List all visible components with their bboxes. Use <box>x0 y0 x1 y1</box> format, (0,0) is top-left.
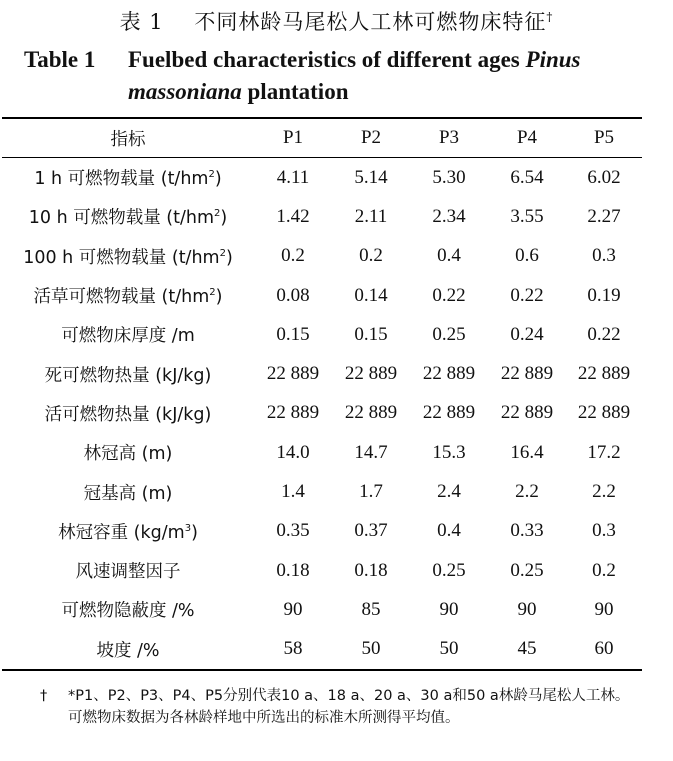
value-cell: 22 889 <box>422 402 476 424</box>
value-cell: 0.3 <box>592 520 616 542</box>
value-cell: 0.25 <box>432 559 466 581</box>
table-body <box>2 158 642 670</box>
value-cell: 22 889 <box>344 402 398 424</box>
value-cell: 0.2 <box>359 245 383 267</box>
caption-label-cn: 表 1 <box>119 10 164 34</box>
row-label <box>2 590 254 629</box>
table-row <box>2 315 642 354</box>
value-cell: 85 <box>361 598 381 620</box>
value-cell: 0.35 <box>276 520 310 542</box>
value-cell: 0.25 <box>432 323 466 345</box>
fuelbed-table <box>2 117 642 671</box>
value-cell: 6.02 <box>587 166 621 188</box>
value-cell: 60 <box>594 638 614 660</box>
value-cell: 15.3 <box>432 441 466 463</box>
value-cell: 6.54 <box>510 166 544 188</box>
row-label-text: 可燃物隐蔽度 /% <box>61 601 195 622</box>
table-footnote <box>40 685 640 729</box>
unit-exponent: 3 <box>184 522 192 534</box>
header-cell: P2 <box>360 127 382 148</box>
value-cell: 2.2 <box>592 481 616 503</box>
table-header-row <box>2 118 642 158</box>
value-cell: 50 <box>439 638 459 660</box>
caption-species-epithet: massoniana <box>128 79 242 104</box>
unit-close: ) <box>225 247 233 268</box>
table-row <box>2 472 642 511</box>
value-cell: 16.4 <box>510 441 544 463</box>
value-cell: 90 <box>283 598 303 620</box>
header-cell: P5 <box>593 127 615 148</box>
value-cell: 2.11 <box>354 205 388 227</box>
row-label <box>2 472 254 511</box>
unit-close: ) <box>215 287 223 308</box>
unit-exponent: 2 <box>214 208 221 220</box>
header-cell: P1 <box>282 127 304 148</box>
value-cell: 4.11 <box>276 166 310 188</box>
row-label <box>2 394 254 433</box>
header-cell: P4 <box>516 127 538 148</box>
table-row <box>2 433 642 472</box>
table-row <box>2 237 642 276</box>
unit-exponent: 2 <box>208 169 215 181</box>
unit-exponent: 2 <box>209 287 216 299</box>
row-label <box>2 551 254 590</box>
value-cell: 58 <box>283 638 303 660</box>
value-cell: 0.4 <box>437 520 461 542</box>
row-label-text: 1 h 可燃物载量 (t/hm <box>34 169 209 190</box>
value-cell: 90 <box>439 598 459 620</box>
table-caption-cn <box>0 6 673 36</box>
caption-text-cn: 不同林龄马尾松人工林可燃物床特征 <box>194 10 547 34</box>
table-caption-en <box>24 44 644 108</box>
value-cell: 14.0 <box>276 441 310 463</box>
header-cell: 指标 <box>110 129 146 150</box>
value-cell: 0.15 <box>276 323 310 345</box>
table-row <box>2 197 642 236</box>
caption-text-en-end: plantation <box>241 79 349 104</box>
row-label-text: 冠基高 (m) <box>83 483 173 504</box>
table-row <box>2 394 642 433</box>
value-cell: 2.4 <box>437 481 461 503</box>
value-cell: 0.33 <box>510 520 544 542</box>
value-cell: 14.7 <box>354 441 388 463</box>
footnote-dagger: † <box>40 688 48 704</box>
value-cell: 0.2 <box>281 245 305 267</box>
value-cell: 0.6 <box>515 245 539 267</box>
value-cell: 0.2 <box>592 559 616 581</box>
value-cell: 2.2 <box>515 481 539 503</box>
row-label-text: 可燃物床厚度 /m <box>61 326 195 347</box>
unit-close: ) <box>191 522 198 543</box>
row-label-text: 100 h 可燃物载量 (t/hm <box>23 247 220 268</box>
row-label <box>2 512 254 551</box>
value-cell: 0.24 <box>510 323 544 345</box>
row-label-text: 林冠高 (m) <box>83 444 173 465</box>
value-cell: 5.30 <box>432 166 466 188</box>
unit-close: ) <box>214 169 222 190</box>
value-cell: 1.4 <box>281 481 305 503</box>
row-label <box>2 158 254 198</box>
value-cell: 45 <box>517 638 537 660</box>
table-row <box>2 590 642 629</box>
value-cell: 1.42 <box>276 205 310 227</box>
row-label-text: 活可燃物热量 (kJ/kg) <box>44 404 212 425</box>
value-cell: 22 889 <box>266 402 320 424</box>
row-label-text: 死可燃物热量 (kJ/kg) <box>44 365 212 386</box>
row-label-text: 风速调整因子 <box>75 562 181 583</box>
value-cell: 0.22 <box>432 284 466 306</box>
value-cell: 0.3 <box>592 245 616 267</box>
value-cell: 22 889 <box>577 402 631 424</box>
value-cell: 22 889 <box>577 363 631 385</box>
value-cell: 0.14 <box>354 284 388 306</box>
value-cell: 0.22 <box>510 284 544 306</box>
value-cell: 0.18 <box>276 559 310 581</box>
value-cell: 0.08 <box>276 284 310 306</box>
caption-text-en: Fuelbed characteristics of different ages <box>128 47 526 72</box>
value-cell: 50 <box>361 638 381 660</box>
unit-exponent: 2 <box>219 247 226 259</box>
value-cell: 0.19 <box>587 284 621 306</box>
value-cell: 2.27 <box>587 205 621 227</box>
value-cell: 0.18 <box>354 559 388 581</box>
footnote-text: *P1、P2、P3、P4、P5分别代表10 a、18 a、20 a、30 a和50 a林龄马尾松人工林。可燃物床数据为各林龄样地中所选出的标准木所测得平均值。 <box>68 688 630 726</box>
value-cell: 0.37 <box>354 520 388 542</box>
row-label-text: 林冠容重 (kg/m <box>58 522 185 543</box>
table-row <box>2 276 642 315</box>
header-cell: P3 <box>438 127 460 148</box>
caption-species-genus: Pinus <box>525 47 581 72</box>
table-row <box>2 158 642 198</box>
value-cell: 90 <box>517 598 537 620</box>
value-cell: 0.4 <box>437 245 461 267</box>
value-cell: 2.34 <box>432 205 466 227</box>
table-row <box>2 630 642 670</box>
caption-dagger: † <box>546 10 554 24</box>
value-cell: 22 889 <box>500 402 554 424</box>
row-label <box>2 315 254 354</box>
value-cell: 0.22 <box>587 323 621 345</box>
row-label-text: 10 h 可燃物载量 (t/hm <box>28 208 215 229</box>
value-cell: 22 889 <box>500 363 554 385</box>
value-cell: 17.2 <box>587 441 621 463</box>
table-row <box>2 551 642 590</box>
unit-close: ) <box>220 208 228 229</box>
row-label-text: 活草可燃物载量 (t/hm <box>33 287 210 308</box>
row-label <box>2 237 254 276</box>
value-cell: 0.15 <box>354 323 388 345</box>
value-cell: 5.14 <box>354 166 388 188</box>
value-cell: 1.7 <box>359 481 383 503</box>
table-row <box>2 354 642 393</box>
row-label <box>2 630 254 670</box>
value-cell: 22 889 <box>344 363 398 385</box>
row-label <box>2 354 254 393</box>
row-label <box>2 433 254 472</box>
value-cell: 22 889 <box>266 363 320 385</box>
value-cell: 0.25 <box>510 559 544 581</box>
value-cell: 90 <box>594 598 614 620</box>
row-label <box>2 276 254 315</box>
value-cell: 3.55 <box>510 205 544 227</box>
table-row <box>2 512 642 551</box>
caption-label-en: Table 1 <box>24 47 96 72</box>
row-label <box>2 197 254 236</box>
row-label-text: 坡度 /% <box>96 640 160 661</box>
value-cell: 22 889 <box>422 363 476 385</box>
